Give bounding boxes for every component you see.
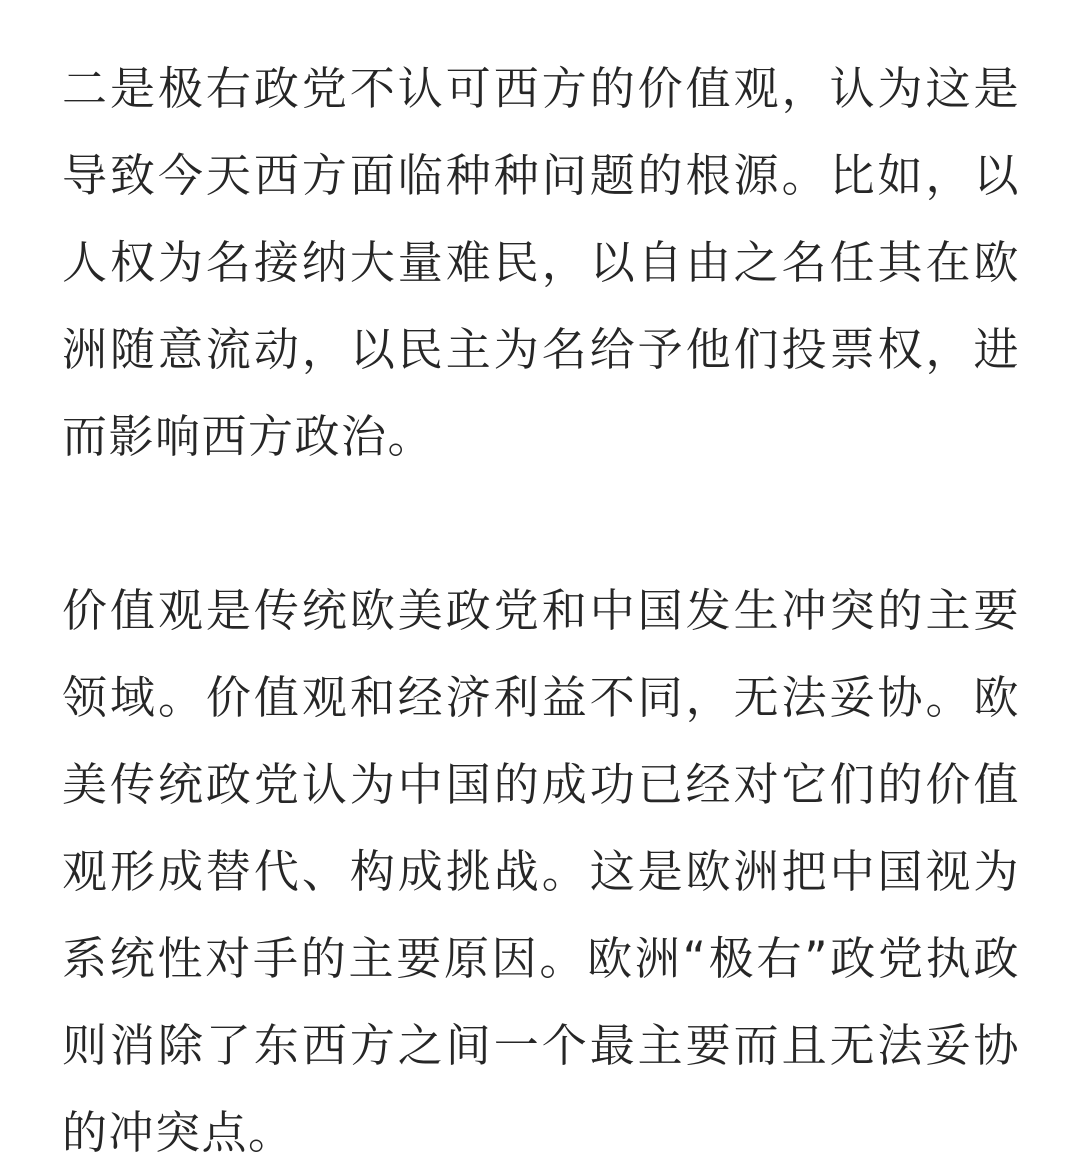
paragraph-2: 价值观是传统欧美政党和中国发生冲突的主要领域。价值观和经济利益不同，无法妥协。欧美传统政党认为中国的成功已经对它们的价值观形成替代、构成挑战。这是欧洲把中国视为系统性对手的主要原因。欧洲“极右”政党执政则消除了东西方之间一个最主要而且无法妥协的冲突点。 xyxy=(62,584,1020,1159)
paragraph-1: 二是极右政党不认可西方的价值观，认为这是导致今天西方面临种种问题的根源。比如，以人权为名接纳大量难民，以自由之名任其在欧洲随意流动，以民主为名给予他们投票权，进而影响西方政治。 xyxy=(62,62,1020,463)
article-body xyxy=(62,45,1020,1176)
